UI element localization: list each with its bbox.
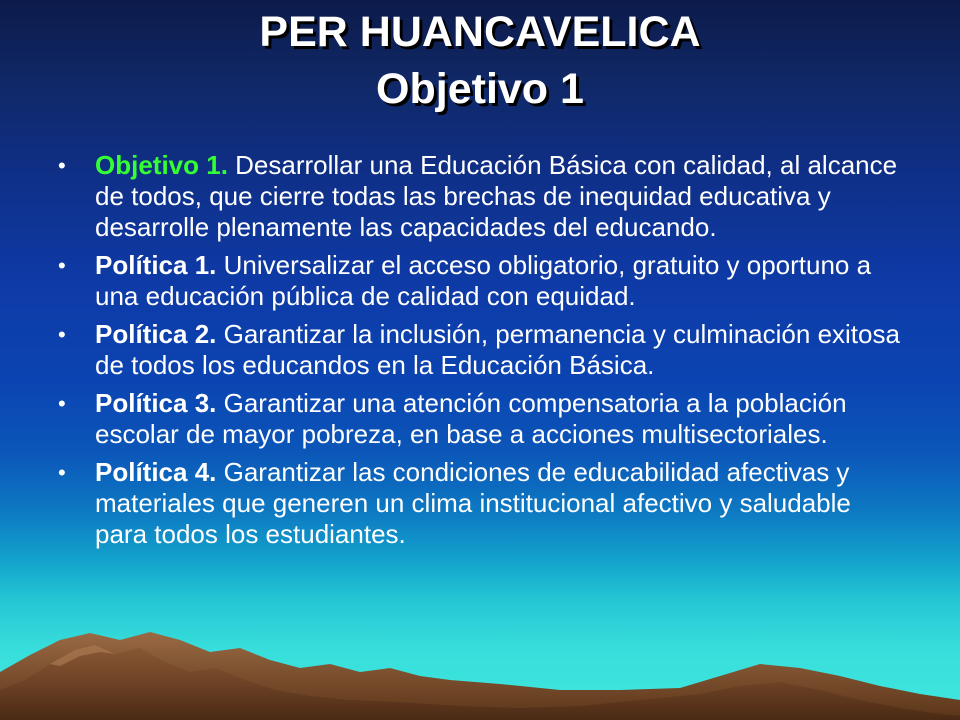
bullet-icon: • [58, 391, 66, 416]
item-text: Garantizar la inclusión, permanencia y culminación exitosa de todos los educandos en la Educación Básica. [95, 319, 900, 380]
bullet-item-politica-3 [56, 388, 906, 450]
bullet-list [56, 150, 906, 557]
bullet-item-politica-4 [56, 457, 906, 550]
bullet-item-politica-1 [56, 250, 906, 312]
title-line-1: PER HUANCAVELICA [259, 8, 701, 56]
item-text: Desarrollar una Educación Básica con calidad, al alcance de todos, que cierre todas las brechas de inequidad educativa y desarrolle plenamente las capacidades del educando. [95, 150, 898, 242]
bullet-item-politica-2 [56, 319, 906, 381]
item-text: Garantizar las condiciones de educabilidad afectivas y materiales que generen un clima institucional afectivo y saludable para todos los estudiantes. [95, 457, 851, 549]
title-line-2: Objetivo 1 [376, 65, 584, 113]
item-text: Universalizar el acceso obligatorio, gratuito y oportuno a una educación pública de calidad con equidad. [95, 250, 872, 311]
bullet-icon: • [58, 460, 66, 485]
item-lead: Objetivo 1. [95, 150, 228, 180]
bullet-icon: • [58, 153, 66, 178]
bullet-icon: • [58, 322, 66, 347]
item-text: Garantizar una atención compensatoria a la población escolar de mayor pobreza, en base a acciones multisectoriales. [95, 388, 847, 449]
item-lead: Política 1. [95, 250, 217, 280]
bullet-item-objetivo-1 [56, 150, 906, 243]
slide-title [0, 4, 960, 118]
item-lead: Política 4. [95, 457, 217, 487]
bullet-icon: • [58, 253, 66, 278]
item-lead: Política 3. [95, 388, 217, 418]
item-lead: Política 2. [95, 319, 217, 349]
